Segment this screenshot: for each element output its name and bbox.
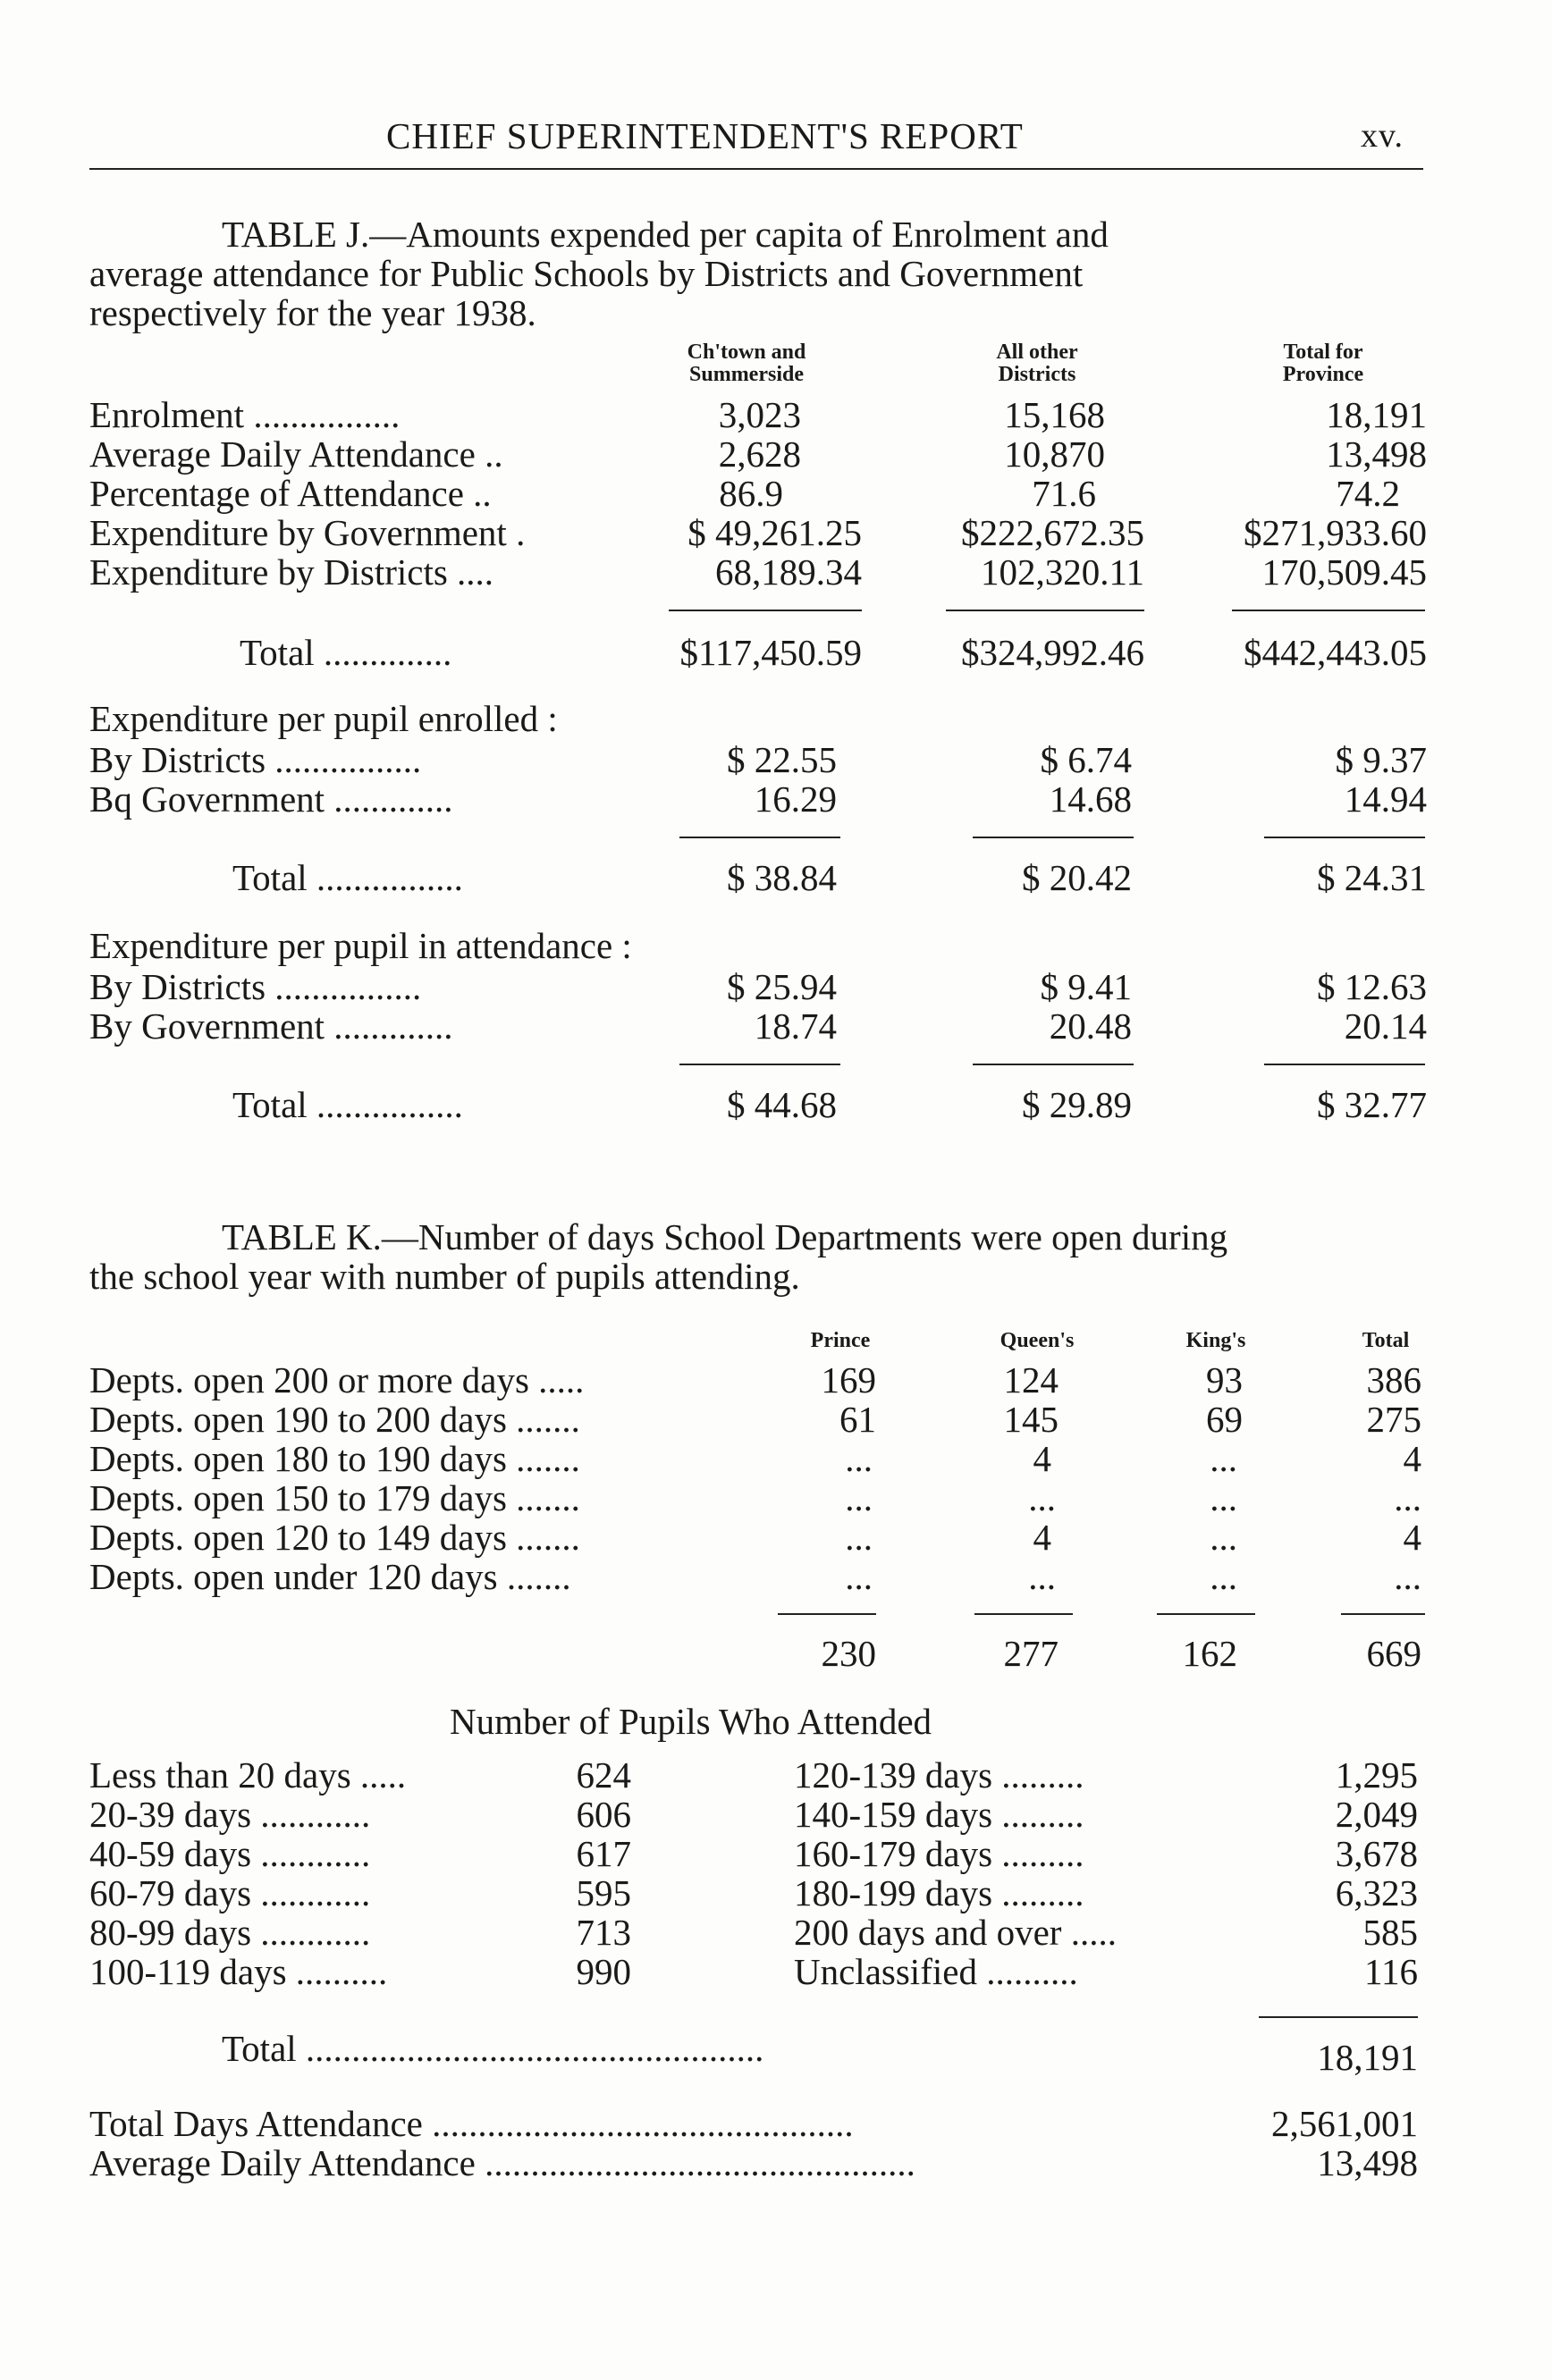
cell: 20.14 bbox=[1344, 1005, 1427, 1047]
cell: 2,561,001 bbox=[1271, 2103, 1418, 2144]
cell: 4 bbox=[1403, 1517, 1421, 1558]
row-label: Unclassified .......... bbox=[794, 1951, 1078, 1992]
pupils-attended-heading: Number of Pupils Who Attended bbox=[450, 1701, 932, 1742]
table-k-row bbox=[0, 1358, 1552, 1398]
cell: $324,992.46 bbox=[961, 632, 1144, 673]
cell: ... bbox=[1028, 1556, 1056, 1597]
pupils-attended-row bbox=[0, 1911, 1552, 1953]
cell: $ 24.31 bbox=[1317, 857, 1427, 898]
table-j-row bbox=[0, 551, 1552, 593]
row-label: 100-119 days .......... bbox=[89, 1951, 388, 1992]
cell: ... bbox=[845, 1438, 873, 1479]
table-j-row bbox=[0, 965, 1552, 1005]
row-label: 140-159 days ......... bbox=[794, 1794, 1084, 1835]
cell: $ 12.63 bbox=[1317, 966, 1427, 1007]
sum-rule bbox=[669, 610, 862, 611]
cell: 6,323 bbox=[1335, 1872, 1418, 1913]
cell: 386 bbox=[1366, 1359, 1421, 1400]
row-label: Depts. open 150 to 179 days ....... bbox=[89, 1477, 580, 1518]
cell: 4 bbox=[1033, 1517, 1051, 1558]
cell: 61 bbox=[839, 1399, 876, 1440]
row-label: Depts. open 200 or more days ..... bbox=[89, 1359, 585, 1400]
table-j-row bbox=[0, 433, 1552, 475]
col-header-line: Province bbox=[1282, 363, 1364, 386]
row-label: Depts. open under 120 days ....... bbox=[89, 1556, 571, 1597]
row-label: Total ................ bbox=[232, 857, 463, 898]
cell: $ 6.74 bbox=[1040, 739, 1132, 780]
cell: 124 bbox=[1003, 1359, 1059, 1400]
pupils-attended-row bbox=[0, 1832, 1552, 1874]
sum-rule bbox=[679, 837, 840, 838]
table-j-caption-line1: TABLE J.—Amounts expended per capita of Enrolment and bbox=[222, 214, 1109, 255]
table-k-col-prince: Prince bbox=[810, 1329, 871, 1352]
sum-rule bbox=[974, 1613, 1073, 1615]
row-label: Less than 20 days ..... bbox=[89, 1754, 407, 1796]
cell: 15,168 bbox=[1004, 394, 1105, 435]
cell: 116 bbox=[1364, 1951, 1418, 1992]
col-header-line: All other bbox=[996, 341, 1078, 364]
cell: 18,191 bbox=[1326, 394, 1427, 435]
sum-rule bbox=[1264, 1064, 1425, 1065]
table-j-total-row bbox=[0, 856, 1552, 896]
cell: 69 bbox=[1206, 1399, 1243, 1440]
table-j-col3-header bbox=[1225, 341, 1421, 386]
cell: 145 bbox=[1003, 1399, 1059, 1440]
sum-rule bbox=[1259, 2016, 1418, 2018]
col-header-line: Total for bbox=[1283, 341, 1363, 364]
cell: 669 bbox=[1366, 1633, 1421, 1674]
row-label: Enrolment ................ bbox=[89, 394, 401, 435]
cell: $ 44.68 bbox=[727, 1084, 837, 1125]
cell: 68,189.34 bbox=[715, 551, 862, 593]
row-label: Depts. open 190 to 200 days ....... bbox=[89, 1399, 580, 1440]
table-j-caption-line3: respectively for the year 1938. bbox=[89, 292, 536, 333]
cell: 990 bbox=[576, 1951, 631, 1992]
cell: 2,628 bbox=[718, 433, 801, 475]
row-label: 160-179 days ......... bbox=[794, 1833, 1084, 1874]
cell: ... bbox=[1210, 1556, 1237, 1597]
cell: $ 29.89 bbox=[1022, 1084, 1132, 1125]
cell: 230 bbox=[821, 1633, 876, 1674]
table-k-row bbox=[0, 1555, 1552, 1597]
row-label: Average Daily Attendance .. bbox=[89, 433, 503, 475]
cell: ... bbox=[1394, 1556, 1421, 1597]
table-k-col-queens: Queen's bbox=[1000, 1329, 1075, 1352]
cell: 3,678 bbox=[1335, 1833, 1418, 1874]
sum-rule bbox=[1341, 1613, 1425, 1615]
cell: 10,870 bbox=[1004, 433, 1105, 475]
table-k-col-total: Total bbox=[1362, 1329, 1410, 1352]
sum-rule bbox=[1157, 1613, 1255, 1615]
sum-rule bbox=[973, 837, 1134, 838]
cell: $ 25.94 bbox=[727, 966, 837, 1007]
pupils-attended-row bbox=[0, 1793, 1552, 1835]
table-j-caption-line2: average attendance for Public Schools by Districts and Government bbox=[89, 253, 1084, 294]
cell: 275 bbox=[1366, 1399, 1421, 1440]
cell: ... bbox=[845, 1517, 873, 1558]
row-label: By Districts ................ bbox=[89, 739, 422, 780]
cell: $ 32.77 bbox=[1317, 1084, 1427, 1125]
cell: 4 bbox=[1033, 1438, 1051, 1479]
cell: 102,320.11 bbox=[981, 551, 1144, 593]
summary-row bbox=[0, 2141, 1552, 2181]
table-k-caption-line2: the school year with number of pupils attending. bbox=[89, 1256, 800, 1297]
cell: 585 bbox=[1362, 1912, 1418, 1953]
row-label: 120-139 days ......... bbox=[794, 1754, 1084, 1796]
col-header-line: Districts bbox=[998, 363, 1076, 386]
table-j-col1-header bbox=[644, 341, 849, 386]
row-label: Average Daily Attendance ............................................... bbox=[89, 2142, 915, 2183]
per-pupil-attendance-heading: Expenditure per pupil in attendance : bbox=[89, 925, 632, 966]
pupils-attended-row bbox=[0, 1753, 1552, 1796]
cell: $442,443.05 bbox=[1244, 632, 1427, 673]
row-label: Percentage of Attendance .. bbox=[89, 473, 492, 514]
cell: $ 20.42 bbox=[1022, 857, 1132, 898]
table-j-row bbox=[0, 472, 1552, 514]
cell: 13,498 bbox=[1317, 2142, 1418, 2183]
cell: 170,509.45 bbox=[1261, 551, 1427, 593]
table-k-row bbox=[0, 1398, 1552, 1440]
col-header-line: Ch'town and bbox=[687, 341, 806, 364]
row-label: Depts. open 120 to 149 days ....... bbox=[89, 1517, 580, 1558]
cell: $ 49,261.25 bbox=[687, 512, 862, 553]
cell: 71.6 bbox=[1032, 473, 1096, 514]
cell: 93 bbox=[1206, 1359, 1243, 1400]
row-label: 60-79 days ............ bbox=[89, 1872, 371, 1913]
cell: $ 22.55 bbox=[727, 739, 837, 780]
cell: $ 9.41 bbox=[1040, 966, 1132, 1007]
table-k-col-kings: King's bbox=[1185, 1329, 1246, 1352]
cell: $ 38.84 bbox=[727, 857, 837, 898]
row-label: Total ................ bbox=[232, 1084, 463, 1125]
row-label: Depts. open 180 to 190 days ....... bbox=[89, 1438, 580, 1479]
cell: ... bbox=[1210, 1517, 1237, 1558]
row-label: By Government ............. bbox=[89, 1005, 453, 1047]
cell: ... bbox=[1028, 1477, 1056, 1518]
sum-rule bbox=[973, 1064, 1134, 1065]
cell: ... bbox=[1210, 1438, 1237, 1479]
cell: 14.94 bbox=[1344, 778, 1427, 820]
cell: 595 bbox=[576, 1872, 631, 1913]
cell: 2,049 bbox=[1335, 1794, 1418, 1835]
cell: 162 bbox=[1182, 1633, 1237, 1674]
table-j-row bbox=[0, 1005, 1552, 1047]
cell: 86.9 bbox=[719, 473, 783, 514]
table-j-row bbox=[0, 511, 1552, 551]
cell: 1,295 bbox=[1335, 1754, 1418, 1796]
cell: 74.2 bbox=[1336, 473, 1400, 514]
pupils-attended-row bbox=[0, 1950, 1552, 1992]
cell: 3,023 bbox=[718, 394, 801, 435]
cell: 16.29 bbox=[754, 778, 837, 820]
table-j-col2-header bbox=[939, 341, 1135, 386]
cell: ... bbox=[1210, 1477, 1237, 1518]
cell: $ 9.37 bbox=[1335, 739, 1427, 780]
cell: 606 bbox=[576, 1794, 631, 1835]
cell: 624 bbox=[576, 1754, 631, 1796]
cell: ... bbox=[845, 1477, 873, 1518]
row-label: Expenditure by Government . bbox=[89, 512, 526, 553]
table-j-row bbox=[0, 393, 1552, 433]
cell: $117,450.59 bbox=[679, 632, 862, 673]
cell: 617 bbox=[576, 1833, 631, 1874]
cell: $222,672.35 bbox=[961, 512, 1144, 553]
row-label: Total .................................................. bbox=[222, 2028, 764, 2069]
table-j-total-row bbox=[0, 631, 1552, 673]
table-j-total-row bbox=[0, 1083, 1552, 1123]
table-j-row bbox=[0, 738, 1552, 778]
cell: ... bbox=[1394, 1477, 1421, 1518]
row-label: 180-199 days ......... bbox=[794, 1872, 1084, 1913]
header-rule bbox=[89, 168, 1423, 170]
row-label: 20-39 days ............ bbox=[89, 1794, 371, 1835]
sum-rule bbox=[1232, 610, 1425, 611]
cell: 18,191 bbox=[1317, 2037, 1418, 2078]
summary-row bbox=[0, 2102, 1552, 2144]
cell: 169 bbox=[821, 1359, 876, 1400]
cell: 277 bbox=[1003, 1633, 1059, 1674]
cell: 14.68 bbox=[1049, 778, 1132, 820]
table-k-row bbox=[0, 1437, 1552, 1479]
table-j-row bbox=[0, 778, 1552, 820]
row-label: 80-99 days ............ bbox=[89, 1912, 371, 1953]
table-k-row bbox=[0, 1516, 1552, 1558]
row-label: 40-59 days ............ bbox=[89, 1833, 371, 1874]
page-number: xv. bbox=[1361, 117, 1404, 155]
page-header-title: CHIEF SUPERINTENDENT'S REPORT bbox=[386, 115, 1024, 156]
pupils-attended-total-row bbox=[0, 2027, 1552, 2078]
cell: 4 bbox=[1403, 1438, 1421, 1479]
col-header-line: Summerside bbox=[689, 363, 804, 386]
sum-rule bbox=[679, 1064, 840, 1065]
cell: 713 bbox=[576, 1912, 631, 1953]
sum-rule bbox=[778, 1613, 876, 1615]
table-k-total-row bbox=[0, 1632, 1552, 1674]
cell: 20.48 bbox=[1049, 1005, 1132, 1047]
sum-rule bbox=[946, 610, 1144, 611]
row-label: Bq Government ............. bbox=[89, 778, 453, 820]
per-pupil-enrolled-heading: Expenditure per pupil enrolled : bbox=[89, 698, 558, 739]
table-k-caption-line1: TABLE K.—Number of days School Departments were open during bbox=[222, 1216, 1228, 1257]
row-label: Total Days Attendance .............................................. bbox=[89, 2103, 854, 2144]
row-label: Expenditure by Districts .... bbox=[89, 551, 494, 593]
cell: ... bbox=[845, 1556, 873, 1597]
cell: $271,933.60 bbox=[1244, 512, 1427, 553]
cell: 13,498 bbox=[1326, 433, 1427, 475]
sum-rule bbox=[1264, 837, 1425, 838]
cell: 18.74 bbox=[754, 1005, 837, 1047]
table-k-row bbox=[0, 1476, 1552, 1516]
row-label: 200 days and over ..... bbox=[794, 1912, 1117, 1953]
row-label: Total .............. bbox=[240, 632, 452, 673]
row-label: By Districts ................ bbox=[89, 966, 422, 1007]
pupils-attended-row bbox=[0, 1871, 1552, 1911]
